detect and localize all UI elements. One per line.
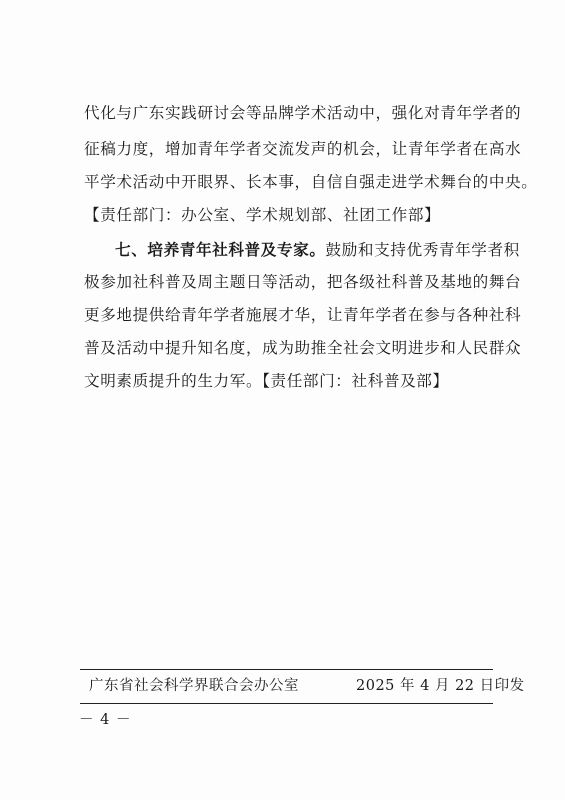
body-line: 极参加社科普及周主题日等活动，把各级社科普及基地的舞台 [84,273,522,291]
section-7-text: 鼓励和支持优秀青年学者积 [325,241,520,259]
page-number: － 4 － [79,712,132,728]
body-line: 普及活动中提升知名度，成为助推全社会文明进步和人民群众 [84,339,522,357]
body-line: 平学术活动中开眼界、长本事，自信自强走进学术舞台的中央。 [84,173,538,191]
section-7-heading: 七、培养青年社科普及专家。 [115,241,326,259]
body-line: 更多地提供给青年学者施展才华，让青年学者在参与各种社科 [84,306,522,324]
footer-bottom-rule [80,703,493,704]
body-line: 代化与广东实践研讨会等品牌学术活动中，强化对青年学者的 [84,104,522,122]
body-line: 征稿力度，增加青年学者交流发声的机会，让青年学者在高水 [84,140,522,158]
footer-issuer: 广东省社会科学界联合会办公室 [89,678,299,694]
footer-top-rule [80,669,493,670]
body-line: 文明素质提升的生力军。【责任部门：社科普及部】 [84,372,449,390]
responsibility-note: 【责任部门：办公室、学术规划部、社团工作部】 [84,206,441,224]
footer-date: 2025 年 4 月 22 日印发 [356,678,525,694]
section-7-first-line [84,240,520,260]
